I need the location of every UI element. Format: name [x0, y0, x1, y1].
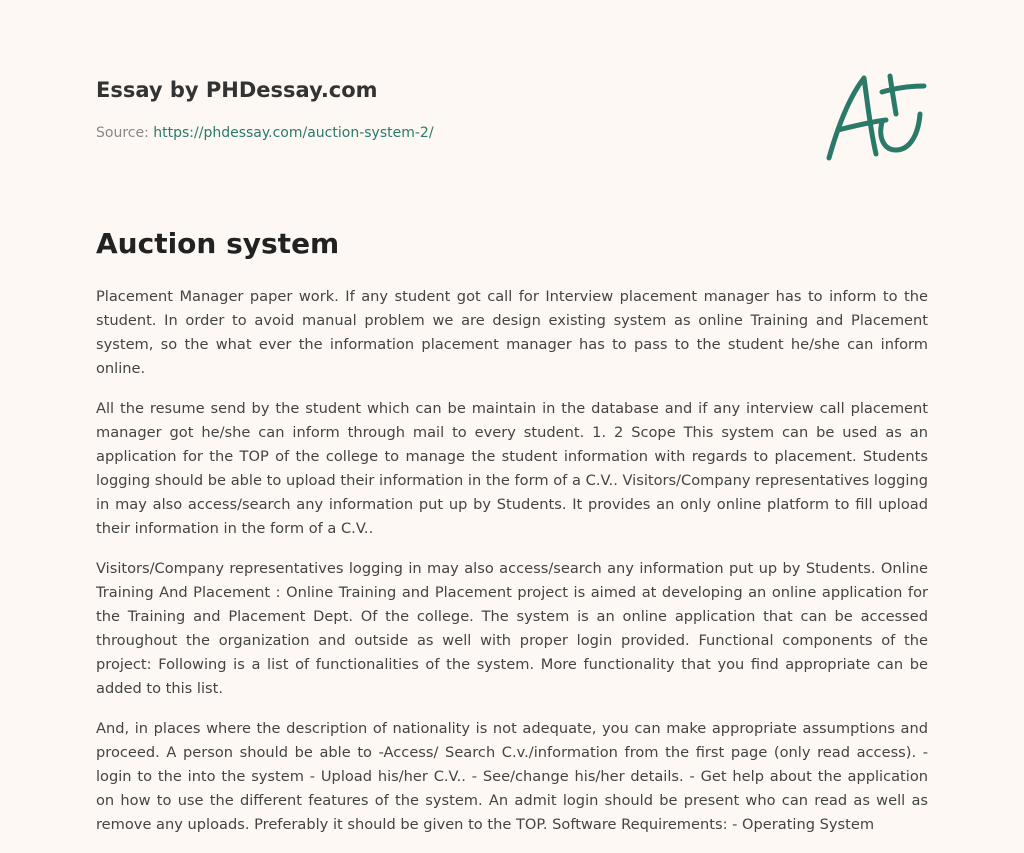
a-plus-logo-icon [820, 66, 930, 166]
essay-paragraph: Placement Manager paper work. If any student got call for Interview placement manager has to inform to the student. In order to avoid manual problem we are design existing system as online Training and Placement system, so the what ever the information placement manager has to pass to the student he/she can inform online. [96, 288, 928, 377]
brand-title: Essay by PHDessay.com [96, 78, 378, 102]
essay-paragraph: Visitors/Company representatives logging in may also access/search any information put up by Students. Online Training And Placement : Online Training and Placement project is aimed at developing an online application for the Training and Placement Dept. Of the college. The system is an online application that can be accessed throughout the organization and outside as well with proper login provided. Functional components of the project: Following is a list of functionalities of the system. More functionality that you find appropriate can be added to this list. [96, 560, 928, 697]
source-line [96, 123, 434, 143]
source-link[interactable]: https://phdessay.com/auction-system-2/ [153, 125, 434, 141]
essay-body [96, 285, 928, 853]
essay-paragraph: And, in places where the description of nationality is not adequate, you can make appropriate assumptions and proceed. A person should be able to -Access/ Search C.v./information from the first page (only read access). -login to the into the system - Upload his/her C.V.. - See/change his/her details. - Get help about the application on how to use the different features of the system. An admit login should be present who can read as well as remove any uploads. Preferably it should be given to the TOP. Software Requirements: - Operating System [96, 720, 928, 833]
essay-title: Auction system [96, 227, 340, 260]
essay-paragraph: All the resume send by the student which can be maintain in the database and if any interview call placement manager got he/she can inform through mail to every student. 1. 2 Scope This system can be used as an application for the TOP of the college to manage the student information with regards to placement. Students logging should be able to upload their information in the form of a C.V.. Visitors/Company representatives logging in may also access/search any information put up by Students. It provides an only online platform to fill upload their information in the form of a C.V.. [96, 400, 928, 537]
source-label: Source: [96, 125, 149, 141]
